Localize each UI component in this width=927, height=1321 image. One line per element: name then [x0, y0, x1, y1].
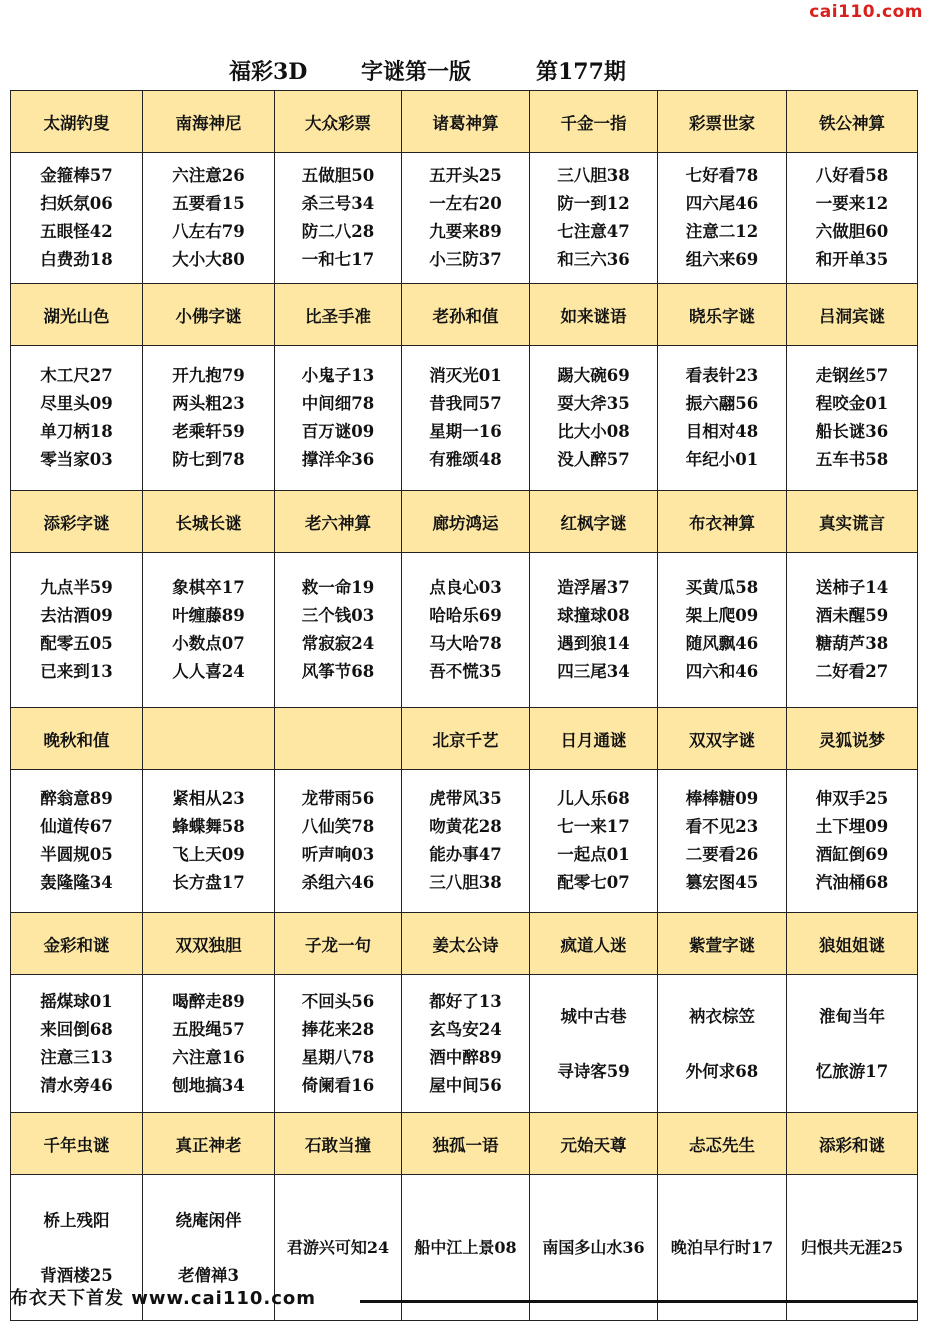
riddle-line: 五眼怪42	[40, 222, 113, 241]
column-header: 日月通谜	[530, 708, 658, 770]
riddle-line: 走钢丝57	[815, 366, 889, 385]
column-header: 长城长谜	[143, 491, 275, 553]
riddle-line: 淮甸当年	[819, 1006, 885, 1026]
header-row	[11, 708, 918, 770]
page-title	[0, 55, 927, 87]
column-header: 子龙一句	[275, 913, 402, 975]
riddle-line: 注意三13	[40, 1047, 113, 1067]
column-header: 紫萱字谜	[658, 913, 787, 975]
riddle-line: 晚泊早行时17	[670, 1237, 774, 1257]
riddle-cell	[275, 770, 402, 913]
riddle-line: 零当家03	[40, 450, 113, 469]
column-header: 铁公神算	[787, 91, 918, 153]
column-header: 灵狐说梦	[787, 708, 918, 770]
riddle-line: 造浮屠37	[557, 578, 630, 597]
riddle-line: 三八胆38	[557, 166, 630, 185]
riddle-line: 架上爬09	[685, 606, 759, 625]
riddle-cell	[275, 346, 402, 491]
riddle-line: 外何求68	[685, 1061, 759, 1081]
riddle-cell	[143, 770, 275, 913]
column-header: 添彩和谜	[787, 1113, 918, 1175]
riddle-line: 撑洋伞36	[301, 450, 375, 469]
column-header	[275, 708, 402, 770]
column-header: 老六神算	[275, 491, 402, 553]
column-header: 湖光山色	[11, 284, 143, 346]
riddle-line: 中间细78	[301, 394, 375, 413]
header-row	[11, 913, 918, 975]
riddle-line: 九要来89	[429, 222, 502, 241]
riddle-line: 忆旅游17	[815, 1061, 889, 1081]
column-header: 真正神老	[143, 1113, 275, 1175]
column-header: 如来谜语	[530, 284, 658, 346]
riddle-cell	[787, 1175, 918, 1321]
column-header: 元始天尊	[530, 1113, 658, 1175]
header-row	[11, 491, 918, 553]
riddle-line: 刨地搞34	[172, 1075, 245, 1095]
column-header: 石敢当撞	[275, 1113, 402, 1175]
riddle-line: 五股绳57	[172, 1019, 245, 1039]
riddle-line: 防一到12	[557, 194, 630, 213]
riddle-line: 小鬼子13	[301, 366, 375, 385]
riddle-line: 寻诗客59	[557, 1061, 630, 1081]
riddle-cell	[402, 553, 530, 708]
riddle-line: 八左右79	[172, 222, 245, 241]
riddle-cell	[787, 975, 918, 1113]
riddle-line: 遇到狼14	[557, 634, 630, 653]
column-header: 廊坊鸿运	[402, 491, 530, 553]
riddle-line: 伸双手25	[815, 789, 889, 808]
riddle-line: 长方盘17	[172, 873, 245, 892]
column-header: 太湖钓叟	[11, 91, 143, 153]
riddle-line: 防二八28	[301, 222, 375, 241]
riddle-line: 虎带风35	[429, 789, 502, 808]
riddle-cell	[787, 153, 918, 284]
riddle-table	[10, 90, 918, 1321]
riddle-line: 二好看27	[815, 662, 889, 681]
riddle-line: 耍大斧35	[557, 394, 630, 413]
riddle-line: 六注意26	[172, 166, 245, 185]
riddle-line: 九点半59	[40, 578, 113, 597]
riddle-line: 桥上残阳	[43, 1210, 110, 1230]
riddle-line: 和三六36	[557, 250, 630, 269]
site-logo: cai110.com	[809, 2, 923, 22]
riddle-line: 单刀柄18	[40, 422, 113, 441]
riddle-line: 有雅颂48	[429, 450, 502, 469]
riddle-line: 捧花来28	[301, 1019, 375, 1039]
title-edition: 字谜第一版	[361, 59, 472, 85]
riddle-line: 比大小08	[557, 422, 630, 441]
riddle-line: 吾不慌35	[429, 662, 502, 681]
riddle-line: 汽油桶68	[815, 873, 889, 892]
riddle-line: 看表针23	[685, 366, 759, 385]
riddle-cell	[402, 975, 530, 1113]
column-header: 真实谎言	[787, 491, 918, 553]
riddle-line: 球撞球08	[557, 606, 630, 625]
content-row	[11, 553, 918, 708]
riddle-line: 杀组六46	[301, 873, 375, 892]
riddle-line: 一起点01	[557, 845, 630, 864]
riddle-cell	[787, 553, 918, 708]
column-header: 彩票世家	[658, 91, 787, 153]
riddle-line: 配零七07	[557, 873, 630, 892]
riddle-line: 七一来17	[557, 817, 630, 836]
riddle-line: 棒棒糖09	[685, 789, 759, 808]
riddle-line: 绕庵闲伴	[175, 1210, 242, 1230]
riddle-cell	[787, 770, 918, 913]
column-header: 独孤一语	[402, 1113, 530, 1175]
riddle-line: 大小大80	[172, 250, 245, 269]
riddle-line: 仙道传67	[40, 817, 113, 836]
riddle-cell	[143, 553, 275, 708]
content-row	[11, 153, 918, 284]
riddle-cell	[658, 1175, 787, 1321]
riddle-cell	[658, 975, 787, 1113]
riddle-cell	[402, 1175, 530, 1321]
content-row	[11, 770, 918, 913]
riddle-line: 四六尾46	[685, 194, 759, 213]
riddle-line: 叶缠藤89	[172, 606, 245, 625]
riddle-line: 去沽酒09	[40, 606, 113, 625]
column-header: 红枫字谜	[530, 491, 658, 553]
riddle-line: 程咬金01	[815, 394, 889, 413]
riddle-line: 人人喜24	[172, 662, 245, 681]
riddle-line: 都好了13	[429, 991, 502, 1011]
column-header: 姜太公诗	[402, 913, 530, 975]
riddle-line: 老乘轩59	[172, 422, 245, 441]
footer-line	[360, 1300, 917, 1303]
content-row	[11, 346, 918, 491]
riddle-cell	[402, 153, 530, 284]
riddle-cell	[530, 975, 658, 1113]
riddle-cell	[787, 346, 918, 491]
riddle-line: 两头粗23	[172, 394, 245, 413]
riddle-line: 四六和46	[685, 662, 759, 681]
riddle-cell	[143, 975, 275, 1113]
column-header: 狼姐姐谜	[787, 913, 918, 975]
riddle-line: 昔我同57	[429, 394, 502, 413]
riddle-cell	[11, 975, 143, 1113]
column-header: 添彩字谜	[11, 491, 143, 553]
riddle-line: 清水旁46	[40, 1075, 113, 1095]
column-header: 南海神尼	[143, 91, 275, 153]
title-lottery: 福彩3D	[229, 59, 308, 85]
riddle-line: 听声响03	[301, 845, 375, 864]
riddle-line: 点良心03	[429, 578, 502, 597]
riddle-line: 糖葫芦38	[815, 634, 889, 653]
header-row	[11, 1113, 918, 1175]
riddle-line: 振六翮56	[685, 394, 759, 413]
title-issue: 第177期	[536, 59, 626, 85]
riddle-line: 扫妖氛06	[40, 194, 113, 213]
riddle-cell	[402, 770, 530, 913]
riddle-line: 随风飘46	[685, 634, 759, 653]
riddle-line: 紧相从23	[172, 789, 245, 808]
riddle-line: 消灭光01	[429, 366, 502, 385]
column-header: 吕洞宾谜	[787, 284, 918, 346]
riddle-line: 星期一16	[429, 422, 502, 441]
riddle-line: 酒缸倒69	[815, 845, 889, 864]
riddle-line: 五做胆50	[301, 166, 375, 185]
riddle-line: 五要看15	[172, 194, 245, 213]
riddle-line: 救一命19	[301, 578, 375, 597]
column-header: 金彩和谜	[11, 913, 143, 975]
riddle-line: 衲衣棕笠	[689, 1006, 755, 1026]
riddle-line: 白费劲18	[40, 250, 113, 269]
riddle-line: 尽里头09	[40, 394, 113, 413]
riddle-line: 南国多山水36	[542, 1237, 645, 1257]
riddle-line: 风筝节68	[301, 662, 375, 681]
riddle-line: 半圆规05	[40, 845, 113, 864]
riddle-cell	[275, 553, 402, 708]
riddle-line: 三个钱03	[301, 606, 375, 625]
riddle-cell	[530, 770, 658, 913]
riddle-line: 喝醉走89	[172, 991, 245, 1011]
column-header: 双双字谜	[658, 708, 787, 770]
header-row	[11, 284, 918, 346]
riddle-line: 醉翁意89	[40, 789, 113, 808]
riddle-line: 玄鸟安24	[429, 1019, 502, 1039]
riddle-line: 小数点07	[172, 634, 245, 653]
riddle-line: 小三防37	[429, 250, 502, 269]
riddle-line: 八好看58	[815, 166, 889, 185]
footer-banner: 布衣天下首发 www.cai110.com	[10, 1288, 317, 1309]
riddle-line: 七好看78	[685, 166, 759, 185]
riddle-line: 吻黄花28	[429, 817, 502, 836]
column-header: 千年虫谜	[11, 1113, 143, 1175]
riddle-line: 酒未醒59	[815, 606, 889, 625]
riddle-cell	[530, 153, 658, 284]
riddle-line: 不回头56	[301, 991, 375, 1011]
riddle-line: 送柿子14	[815, 578, 889, 597]
riddle-line: 七注意47	[557, 222, 630, 241]
riddle-line: 酒中醉89	[429, 1047, 502, 1067]
riddle-line: 金箍棒57	[40, 166, 113, 185]
riddle-line: 买黄瓜58	[685, 578, 759, 597]
riddle-line: 注意二12	[685, 222, 759, 241]
riddle-line: 城中古巷	[560, 1006, 627, 1026]
riddle-line: 三八胆38	[429, 873, 502, 892]
riddle-line: 常寂寂24	[301, 634, 375, 653]
riddle-line: 象棋卒17	[172, 578, 245, 597]
riddle-cell	[402, 346, 530, 491]
riddle-line: 木工尺27	[40, 366, 113, 385]
riddle-cell	[530, 1175, 658, 1321]
riddle-line: 屋中间56	[429, 1075, 502, 1095]
riddle-cell	[658, 346, 787, 491]
riddle-line: 开九抱79	[172, 366, 245, 385]
riddle-line: 篡宏图45	[685, 873, 759, 892]
riddle-line: 船长谜36	[815, 422, 889, 441]
riddle-line: 组六来69	[685, 250, 759, 269]
column-header: 北京千艺	[402, 708, 530, 770]
riddle-cell	[275, 153, 402, 284]
riddle-cell	[530, 346, 658, 491]
column-header: 小佛字谜	[143, 284, 275, 346]
column-header: 千金一指	[530, 91, 658, 153]
riddle-cell	[11, 553, 143, 708]
column-header: 大众彩票	[275, 91, 402, 153]
riddle-line: 年纪小01	[685, 450, 759, 469]
column-header	[143, 708, 275, 770]
riddle-line: 踢大碗69	[557, 366, 630, 385]
riddle-cell	[11, 770, 143, 913]
riddle-line: 四三尾34	[557, 662, 630, 681]
riddle-cell	[658, 153, 787, 284]
riddle-line: 一左右20	[429, 194, 502, 213]
riddle-line: 五车书58	[815, 450, 889, 469]
riddle-line: 一和七17	[301, 250, 375, 269]
riddle-line: 看不见23	[685, 817, 759, 836]
riddle-cell	[658, 553, 787, 708]
riddle-line: 百万谜09	[301, 422, 375, 441]
riddle-line: 和开单35	[815, 250, 889, 269]
riddle-cell	[275, 975, 402, 1113]
riddle-line: 蜂蝶舞58	[172, 817, 245, 836]
riddle-line: 防七到78	[172, 450, 245, 469]
column-header: 晓乐字谜	[658, 284, 787, 346]
riddle-line: 马大哈78	[429, 634, 502, 653]
riddle-cell	[658, 770, 787, 913]
riddle-line: 二要看26	[685, 845, 759, 864]
riddle-line: 土下埋09	[815, 817, 889, 836]
riddle-line: 星期八78	[301, 1047, 375, 1067]
column-header: 比圣手准	[275, 284, 402, 346]
riddle-line: 八仙笑78	[301, 817, 375, 836]
riddle-line: 来回倒68	[40, 1019, 113, 1039]
riddle-cell	[11, 153, 143, 284]
riddle-line: 老僧禅3	[178, 1265, 239, 1285]
content-row	[11, 975, 918, 1113]
riddle-line: 倚阑看16	[301, 1075, 375, 1095]
riddle-cell	[11, 346, 143, 491]
riddle-line: 归恨共无涯25	[800, 1237, 904, 1257]
riddle-line: 能办事47	[429, 845, 502, 864]
riddle-line: 六做胆60	[815, 222, 889, 241]
riddle-line: 背酒楼25	[40, 1265, 113, 1285]
column-header: 老孙和值	[402, 284, 530, 346]
riddle-line: 哈哈乐69	[429, 606, 502, 625]
column-header: 忐忑先生	[658, 1113, 787, 1175]
riddle-cell	[143, 153, 275, 284]
riddle-line: 飞上天09	[172, 845, 245, 864]
column-header: 双双独胆	[143, 913, 275, 975]
header-row	[11, 91, 918, 153]
column-header: 晚秋和值	[11, 708, 143, 770]
column-header: 布衣神算	[658, 491, 787, 553]
riddle-line: 五开头25	[429, 166, 502, 185]
riddle-cell	[143, 346, 275, 491]
riddle-line: 杀三号34	[301, 194, 375, 213]
column-header: 疯道人迷	[530, 913, 658, 975]
column-header: 诸葛神算	[402, 91, 530, 153]
riddle-line: 摇煤球01	[40, 991, 113, 1011]
riddle-line: 已来到13	[40, 662, 113, 681]
riddle-line: 儿人乐68	[557, 789, 630, 808]
riddle-line: 轰隆隆34	[40, 873, 113, 892]
riddle-line: 没人醉57	[557, 450, 630, 469]
riddle-line: 配零五05	[40, 634, 113, 653]
riddle-line: 六注意16	[172, 1047, 245, 1067]
riddle-line: 目相对48	[685, 422, 759, 441]
riddle-line: 君游兴可知24	[286, 1237, 390, 1257]
riddle-cell	[530, 553, 658, 708]
riddle-line: 一要来12	[815, 194, 889, 213]
riddle-line: 船中江上景08	[414, 1237, 517, 1257]
riddle-line: 龙带雨56	[301, 789, 375, 808]
